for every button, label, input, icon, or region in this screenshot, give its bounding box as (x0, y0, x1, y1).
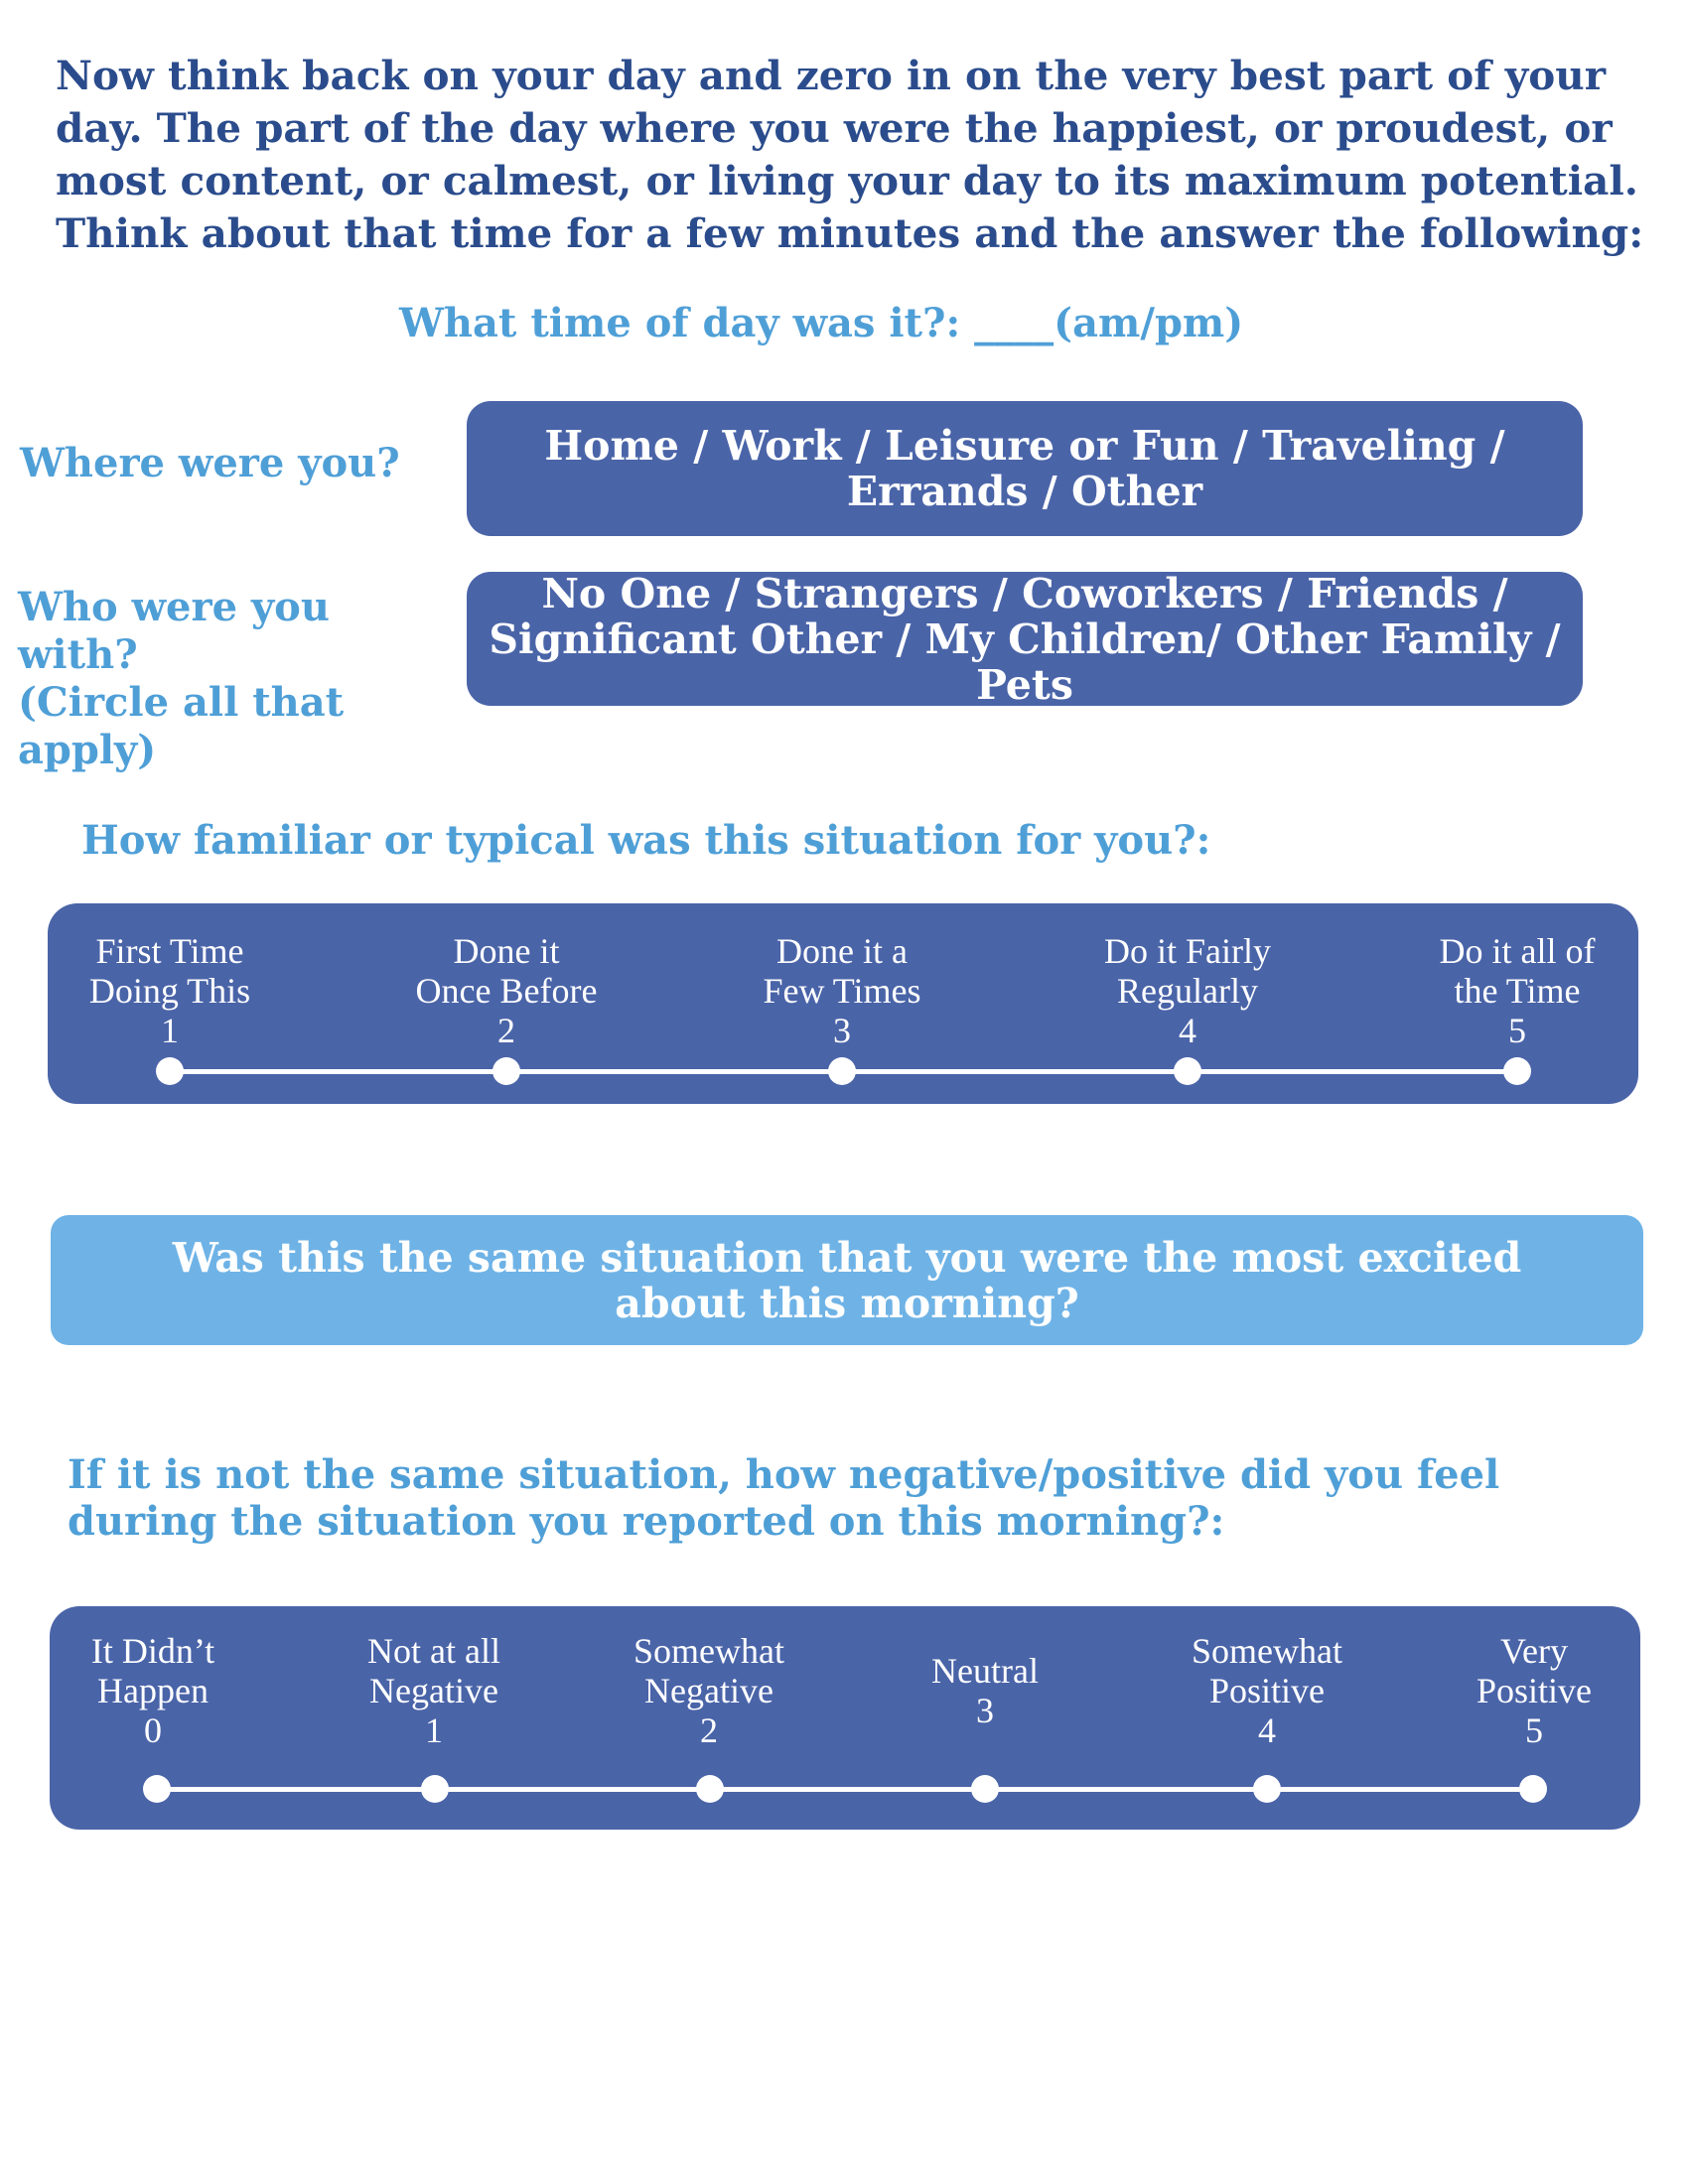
familiarity-option-1-dot[interactable] (156, 1057, 184, 1085)
familiarity-option-4-label: Do it Fairly Regularly 4 (1104, 931, 1271, 1050)
familiarity-option-4-dot[interactable] (1174, 1057, 1201, 1085)
negativity-option-5-dot[interactable] (1519, 1775, 1547, 1803)
negativity-question: If it is not the same situation, how negative/positive did you feel during the situation you reported on this morning?: (68, 1451, 1500, 1545)
where-options-text: Home / Work / Leisure or Fun / Traveling / Errands / Other (544, 422, 1505, 515)
negativity-option-0-dot[interactable] (143, 1775, 171, 1803)
negativity-option-1-dot[interactable] (421, 1775, 449, 1803)
negativity-option-0-label: It Didn’t Happen 0 (90, 1631, 215, 1750)
who-options-box[interactable] (467, 569, 1583, 709)
who-options-text: No One / Strangers / Coworkers / Friends / Significant Other / My Children/ Other Family / Pets (489, 569, 1561, 709)
familiarity-question: How familiar or typical was this situation for you?: (81, 817, 1211, 864)
where-options-box[interactable] (467, 401, 1583, 536)
negativity-option-2-label: Somewhat Negative 2 (633, 1631, 784, 1750)
negativity-scale-line (157, 1787, 1531, 1792)
who-question (18, 584, 455, 774)
who-question-text: Who were you with? (18, 584, 330, 678)
negativity-option-4-dot[interactable] (1253, 1775, 1281, 1803)
negativity-option-2-dot[interactable] (696, 1775, 724, 1803)
familiarity-option-1-label: First Time Doing This 1 (88, 931, 251, 1050)
negativity-option-3-label: Neutral 3 (931, 1651, 1039, 1730)
familiarity-option-5-label: Do it all of the Time 5 (1439, 931, 1596, 1050)
negativity-option-1-label: Not at all Negative 1 (367, 1631, 500, 1750)
familiarity-option-2-label: Done it Once Before 2 (415, 931, 598, 1050)
who-question-note: (Circle all that apply) (18, 679, 345, 773)
same-situation-question: Was this the same situation that you were the most excited about this morning? (172, 1233, 1522, 1327)
negativity-option-4-label: Somewhat Positive 4 (1192, 1631, 1342, 1750)
familiarity-option-2-dot[interactable] (492, 1057, 520, 1085)
same-situation-question-box[interactable] (51, 1215, 1643, 1345)
negativity-option-3-dot[interactable] (971, 1775, 999, 1803)
negativity-scale (50, 1606, 1640, 1830)
familiarity-scale (48, 903, 1638, 1104)
intro-paragraph: Now think back on your day and zero in on the very best part of your day. The part of the day where you were the happiest, or proudest, or most content, or calmest, or living your day to its maximum potential. Think about that time for a few minutes and the answer the following: (56, 52, 1644, 257)
familiarity-option-3-label: Done it a Few Times 3 (763, 931, 921, 1050)
familiarity-option-5-dot[interactable] (1503, 1057, 1531, 1085)
where-question: Where were you? (20, 440, 400, 486)
familiarity-option-3-dot[interactable] (828, 1057, 856, 1085)
negativity-option-5-label: Very Positive 5 (1476, 1631, 1593, 1750)
time-of-day-question: What time of day was it?: ____(am/pm) (399, 300, 1244, 346)
